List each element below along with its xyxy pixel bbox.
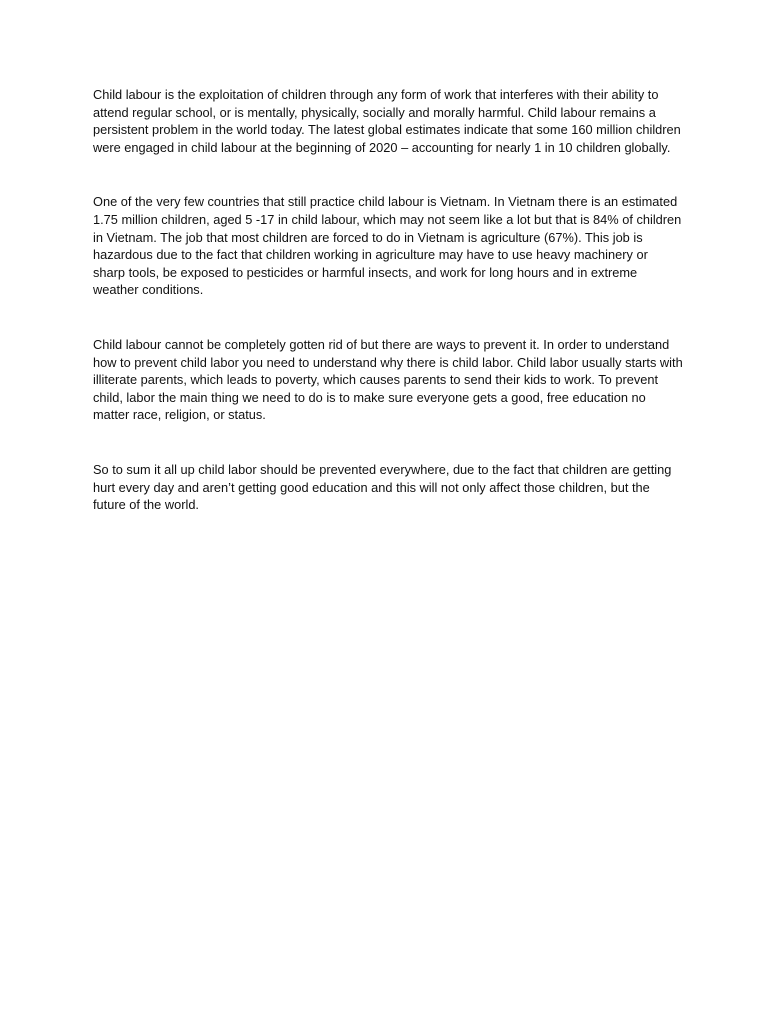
paragraph-vietnam: One of the very few countries that still practice child labour is Vietnam. In Vietnam there is an estimated 1.75 million children, aged 5 -17 in child labour, which may not seem like a lot but that is 84% of children in Vietnam. The job that most children are forced to do in Vietnam is agriculture (67%). This job is hazardous due to the fact that children working in agriculture may have to use heavy machinery or sharp tools, be exposed to pesticides or harmful insects, and work for long hours and in extreme weather conditions. — [93, 194, 682, 298]
paragraph-conclusion: So to sum it all up child labor should be prevented everywhere, due to the fact that children are getting hurt every day and aren’t getting good education and this will not only affect those children, but the future of the world. — [93, 461, 672, 513]
paragraph-prevention: Child labour cannot be completely gotten rid of but there are ways to prevent it. In order to understand how to prevent child labor you need to understand why there is child labor. Child labor usually starts with illiterate parents, which leads to poverty, which causes parents to send their kids to work. To prevent child, labor the main thing we need to do is to make sure everyone gets a good, free education no matter race, religion, or status. — [93, 336, 683, 423]
paragraph-spacer — [93, 156, 683, 193]
paragraph-spacer — [93, 299, 683, 336]
paragraph-definition: Child labour is the exploitation of children through any form of work that interferes with their ability to attend regular school, or is mentally, physically, socially and morally harmful. Child labour remains a persistent problem in the world today. The latest global estimates indicate that some 160 million children were engaged in child labour at the beginning of 2020 – accounting for nearly 1 in 10 children globally. — [93, 87, 681, 155]
paragraph-spacer — [93, 424, 683, 461]
document-body — [93, 86, 683, 514]
